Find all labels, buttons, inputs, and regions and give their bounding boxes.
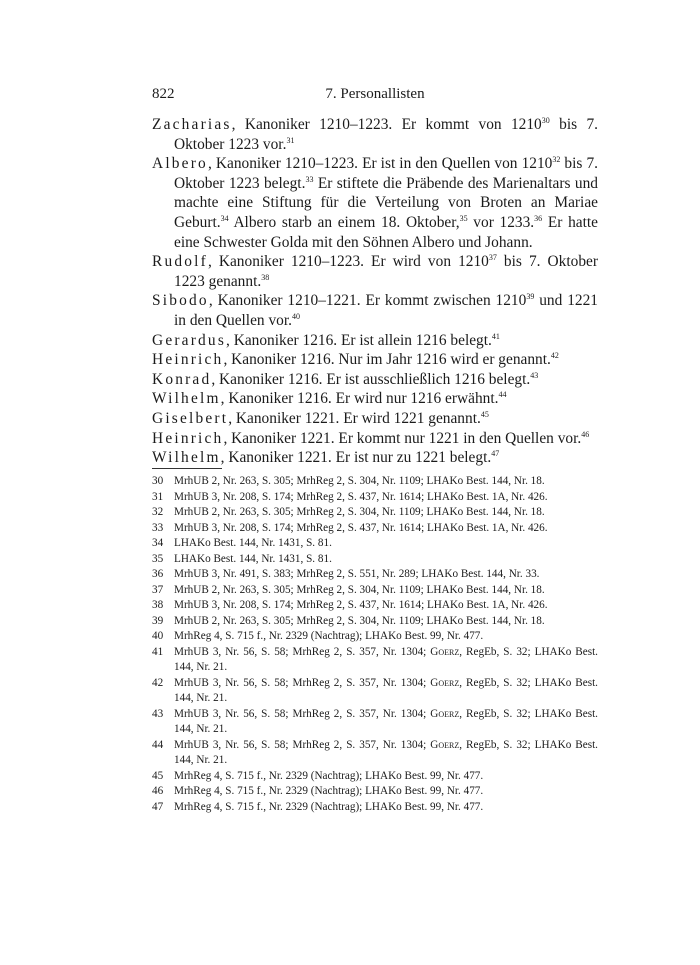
canon-name: Wilhelm xyxy=(152,449,221,467)
page-number: 822 xyxy=(152,86,175,102)
canon-name: Sibodo xyxy=(152,292,209,310)
footnote xyxy=(152,505,598,521)
footnote xyxy=(152,645,598,676)
text-run: , Kanoniker 1210–1223. Er kommt von 1210 xyxy=(231,116,542,133)
text-run: MrhUB 3, Nr. 208, S. 174; MrhReg 2, S. 437, Nr. 1614; LHAKo Best. 1A, Nr. 426. xyxy=(174,599,548,611)
footnote-ref: 36 xyxy=(534,213,543,223)
author-name: Goerz xyxy=(430,645,460,658)
text-run: bis 7. Oktober 1223 genannt. xyxy=(174,253,598,290)
author-name: Goerz xyxy=(430,676,460,689)
text-run: , RegEb, S. 32; LHAKo Best. 144, Nr. 21. xyxy=(174,645,598,673)
footnote-number: 35 xyxy=(152,552,164,565)
text-run: MrhUB 3, Nr. 208, S. 174; MrhReg 2, S. 437, Nr. 1614; LHAKo Best. 1A, Nr. 426. xyxy=(174,521,548,534)
footnote xyxy=(152,769,598,785)
footnote-number: 46 xyxy=(152,785,164,797)
footnote-number: 36 xyxy=(152,568,164,580)
footnote-ref: 42 xyxy=(550,351,559,361)
canon-name: Gerardus xyxy=(152,331,227,349)
text-run: MrhUB 3, Nr. 56, S. 58; MrhReg 2, S. 357, Nr. 1304; xyxy=(174,645,431,658)
canon-name: Zacharias xyxy=(152,116,232,133)
text-run: MrhReg 4, S. 715 f., Nr. 2329 (Nachtrag); LHAKo Best. 99, Nr. 477. xyxy=(174,769,484,782)
footnote xyxy=(152,536,598,552)
footnote-ref: 43 xyxy=(530,370,539,380)
canon-entry xyxy=(152,389,598,409)
footnote-ref: 46 xyxy=(581,429,590,439)
footnote-number: 37 xyxy=(152,583,164,596)
canon-name: Konrad xyxy=(152,370,212,388)
text-run: MrhUB 3, Nr. 56, S. 58; MrhReg 2, S. 357, Nr. 1304; xyxy=(174,707,431,720)
footnote-separator xyxy=(152,468,222,469)
text-run: , Kanoniker 1221. Er kommt nur 1221 in den Quellen vor. xyxy=(223,429,582,447)
canon-entry xyxy=(152,370,598,390)
text-run: MrhReg 4, S. 715 f., Nr. 2329 (Nachtrag); LHAKo Best. 99, Nr. 477. xyxy=(174,800,484,813)
footnote xyxy=(152,567,598,583)
text-run: LHAKo Best. 144, Nr. 1431, S. 81. xyxy=(174,552,332,565)
text-run: MrhUB 3, Nr. 491, S. 383; MrhReg 2, S. 551, Nr. 289; LHAKo Best. 144, Nr. 33. xyxy=(174,568,540,580)
footnote xyxy=(152,676,598,707)
text-run: MrhReg 4, S. 715 f., Nr. 2329 (Nachtrag); LHAKo Best. 99, Nr. 477. xyxy=(174,785,484,797)
footnote-ref: 30 xyxy=(541,116,550,125)
footnote-ref: 38 xyxy=(261,272,270,282)
footnote-number: 45 xyxy=(152,769,164,782)
text-run: , Kanoniker 1210–1223. Er ist in den Quellen von 1210 xyxy=(207,155,553,173)
text-run: MrhUB 3, Nr. 208, S. 174; MrhReg 2, S. 437, Nr. 1614; LHAKo Best. 1A, Nr. 426. xyxy=(174,490,548,503)
footnote-ref: 33 xyxy=(305,174,314,184)
text-run: MrhUB 2, Nr. 263, S. 305; MrhReg 2, S. 304, Nr. 1109; LHAKo Best. 144, Nr. 18. xyxy=(174,614,545,627)
footnote-number: 34 xyxy=(152,537,164,549)
footnote-number: 43 xyxy=(152,707,164,720)
text-run: Er stiftete die Präbende des Marienaltars und machte eine Stiftung für die Verteilung von Broten an Mariae Geburt. xyxy=(174,174,598,231)
footnote-ref: 44 xyxy=(498,390,507,400)
footnote-number: 42 xyxy=(152,676,164,689)
text-run: , Kanoniker 1216. Nur im Jahr 1216 wird er genannt. xyxy=(223,351,551,369)
footnote xyxy=(152,784,598,800)
footnote-ref: 40 xyxy=(291,311,300,321)
footnote-ref: 32 xyxy=(552,155,561,165)
text-run: Albero starb an einem 18. Oktober, xyxy=(228,213,460,231)
text-run: LHAKo Best. 144, Nr. 1431, S. 81. xyxy=(174,537,332,549)
text-run: und 1221 in den Quellen vor. xyxy=(174,292,598,329)
author-name: Goerz xyxy=(430,707,460,720)
text-run: Er hatte eine Schwester Golda mit den Söhnen Albero und Johann. xyxy=(174,213,598,251)
canon-name: Heinrich xyxy=(152,429,224,447)
footnote-number: 31 xyxy=(152,490,164,503)
canon-entry xyxy=(152,331,598,351)
text-run: bis 7. Oktober 1223 belegt. xyxy=(174,155,599,192)
footnote xyxy=(152,583,598,599)
footnote xyxy=(152,521,598,537)
text-run: , RegEb, S. 32; LHAKo Best. 144, Nr. 21. xyxy=(174,738,598,766)
footnote-number: 33 xyxy=(152,521,164,534)
text-run: , Kanoniker 1221. Er ist nur zu 1221 belegt. xyxy=(220,449,492,467)
footnote xyxy=(152,800,598,816)
text-run: MrhUB 3, Nr. 56, S. 58; MrhReg 2, S. 357, Nr. 1304; xyxy=(174,676,431,689)
author-name: Goerz xyxy=(430,738,460,751)
footnote-ref: 34 xyxy=(220,213,229,223)
text-run: MrhReg 4, S. 715 f., Nr. 2329 (Nachtrag); LHAKo Best. 99, Nr. 477. xyxy=(174,630,484,642)
footnote-ref: 37 xyxy=(488,253,497,263)
canon-name: Rudolf xyxy=(152,253,208,271)
footnote-ref: 41 xyxy=(491,331,500,341)
footnote xyxy=(152,707,598,738)
footnote xyxy=(152,552,598,568)
footnote xyxy=(152,598,598,614)
canon-entry xyxy=(152,350,598,370)
canon-entry xyxy=(152,154,598,252)
text-run: MrhUB 2, Nr. 263, S. 305; MrhReg 2, S. 304, Nr. 1109; LHAKo Best. 144, Nr. 18. xyxy=(174,583,545,596)
footnote-ref: 45 xyxy=(480,409,489,419)
footnote-number: 32 xyxy=(152,506,164,518)
footnote-number: 38 xyxy=(152,599,164,611)
canon-name: Wilhelm xyxy=(152,390,221,408)
text-run: vor 1233. xyxy=(467,213,535,231)
text-run: MrhUB 3, Nr. 56, S. 58; MrhReg 2, S. 357, Nr. 1304; xyxy=(174,738,431,751)
footnote xyxy=(152,738,598,769)
canon-entry xyxy=(152,429,598,449)
footnote-ref: 35 xyxy=(459,213,468,223)
page-header xyxy=(152,84,598,104)
footnote-ref: 39 xyxy=(526,292,535,302)
canon-name: Albero xyxy=(152,155,208,173)
canon-entry xyxy=(152,291,598,330)
canon-entry xyxy=(152,115,598,154)
text-run: MrhUB 2, Nr. 263, S. 305; MrhReg 2, S. 304, Nr. 1109; LHAKo Best. 144, Nr. 18. xyxy=(174,475,545,487)
footnote xyxy=(152,629,598,645)
text-run: , RegEb, S. 32; LHAKo Best. 144, Nr. 21. xyxy=(174,676,598,704)
footnote-number: 41 xyxy=(152,645,164,658)
footnote-number: 47 xyxy=(152,800,164,813)
running-title: 7. Personallisten xyxy=(325,86,425,102)
footnote xyxy=(152,614,598,630)
text-run: , Kanoniker 1210–1223. Er wird von 1210 xyxy=(207,253,489,271)
footnote-ref: 31 xyxy=(286,135,295,145)
footnote xyxy=(152,474,598,490)
text-run: MrhUB 2, Nr. 263, S. 305; MrhReg 2, S. 304, Nr. 1109; LHAKo Best. 144, Nr. 18. xyxy=(174,506,545,518)
footnote-number: 30 xyxy=(152,475,164,487)
canon-entry xyxy=(152,252,598,291)
canon-name: Giselbert xyxy=(152,409,229,427)
footnote-ref: 47 xyxy=(491,449,500,459)
footnotes xyxy=(152,474,598,815)
text-run: bis 7. Oktober 1223 vor. xyxy=(174,116,598,153)
text-run: , RegEb, S. 32; LHAKo Best. 144, Nr. 21. xyxy=(174,707,598,735)
footnote-number: 40 xyxy=(152,630,164,642)
canon-list xyxy=(152,115,598,468)
footnote xyxy=(152,490,598,506)
text-run: , Kanoniker 1210–1221. Er kommt zwischen 1210 xyxy=(208,292,527,310)
canon-entry xyxy=(152,409,598,429)
canon-name: Heinrich xyxy=(152,351,224,369)
text-run: , Kanoniker 1216. Er ist ausschließlich 1216 belegt. xyxy=(211,370,531,388)
footnote-number: 44 xyxy=(152,738,164,751)
text-run: , Kanoniker 1216. Er ist allein 1216 belegt. xyxy=(226,331,492,349)
canon-entry xyxy=(152,448,598,468)
footnote-number: 39 xyxy=(152,614,164,627)
text-run: , Kanoniker 1221. Er wird 1221 genannt. xyxy=(228,409,481,427)
text-run: , Kanoniker 1216. Er wird nur 1216 erwähnt. xyxy=(220,390,499,408)
